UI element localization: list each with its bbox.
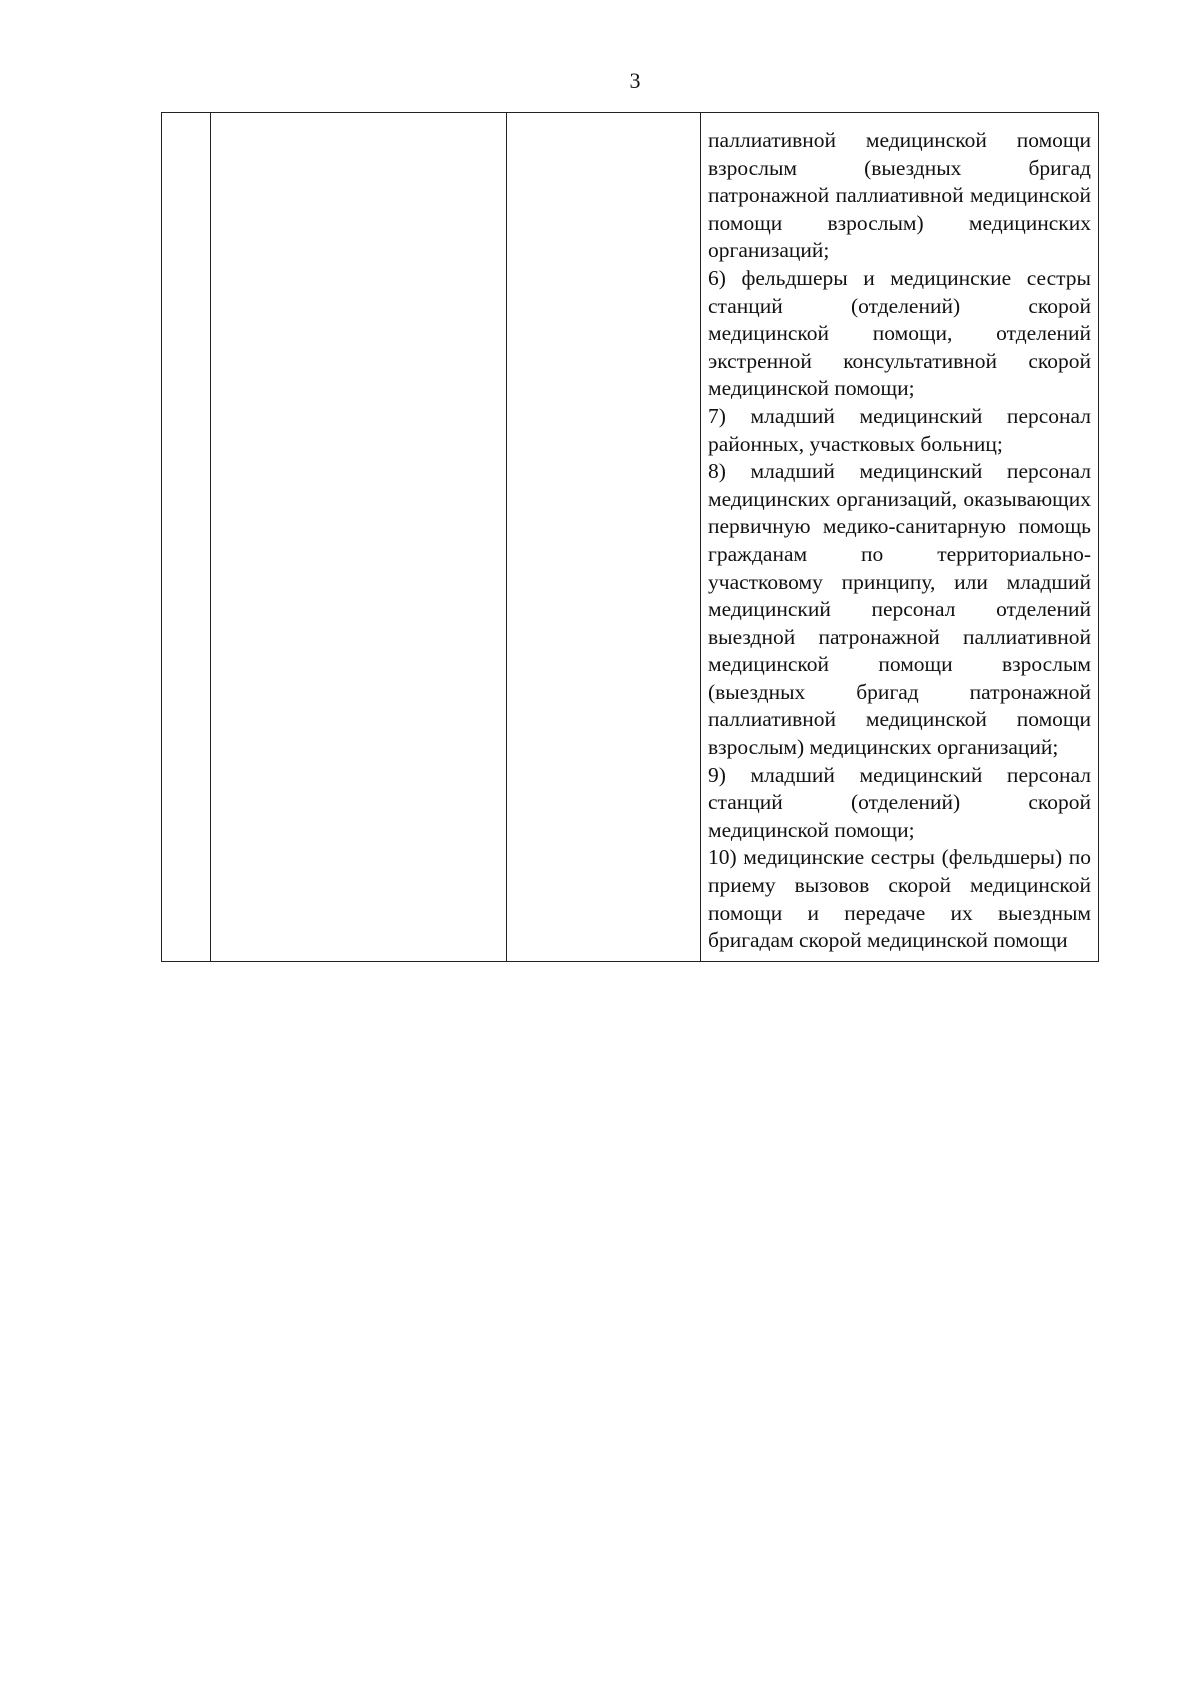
list-item: 10) медицинские сестры (фельдшеры) по приему вызовов скорой медицинской помощи и передаче их выездным бригадам скорой медицинской помощи xyxy=(708,845,1091,953)
table-cell-col3 xyxy=(507,113,701,962)
list-item: 9) младший медицинский персонал станций (отделений) скорой медицинской помощи; xyxy=(708,762,1091,842)
document-table xyxy=(161,112,1099,962)
table-row xyxy=(162,113,1099,962)
table-cell-col1 xyxy=(162,113,211,962)
list-item: 8) младший медицинский персонал медицинских организаций, оказывающих первичную медико-санитарную помощь гражданам по территориально-участковому принципу, или младший медицинский персонал отделений выездной патронажной паллиативной медицинской помощи взрослым (выездных бригад патронажной паллиативной медицинской помощи взрослым) медицинских организаций; xyxy=(708,459,1091,760)
cell-text-block xyxy=(701,113,1098,961)
list-item: 6) фельдшеры и медицинские сестры станций (отделений) скорой медицинской помощи, отделений экстренной консультативной скорой медицинской помощи; xyxy=(708,265,1091,401)
table-cell-col2 xyxy=(211,113,507,962)
table-cell-col4 xyxy=(701,113,1099,962)
list-item: 7) младший медицинский персонал районных, участковых больниц; xyxy=(708,403,1091,456)
page-number: 3 xyxy=(629,68,641,93)
list-item: паллиативной медицинской помощи взрослым (выездных бригад патронажной паллиативной медицинской помощи взрослым) медицинских организаций; xyxy=(708,128,1091,263)
